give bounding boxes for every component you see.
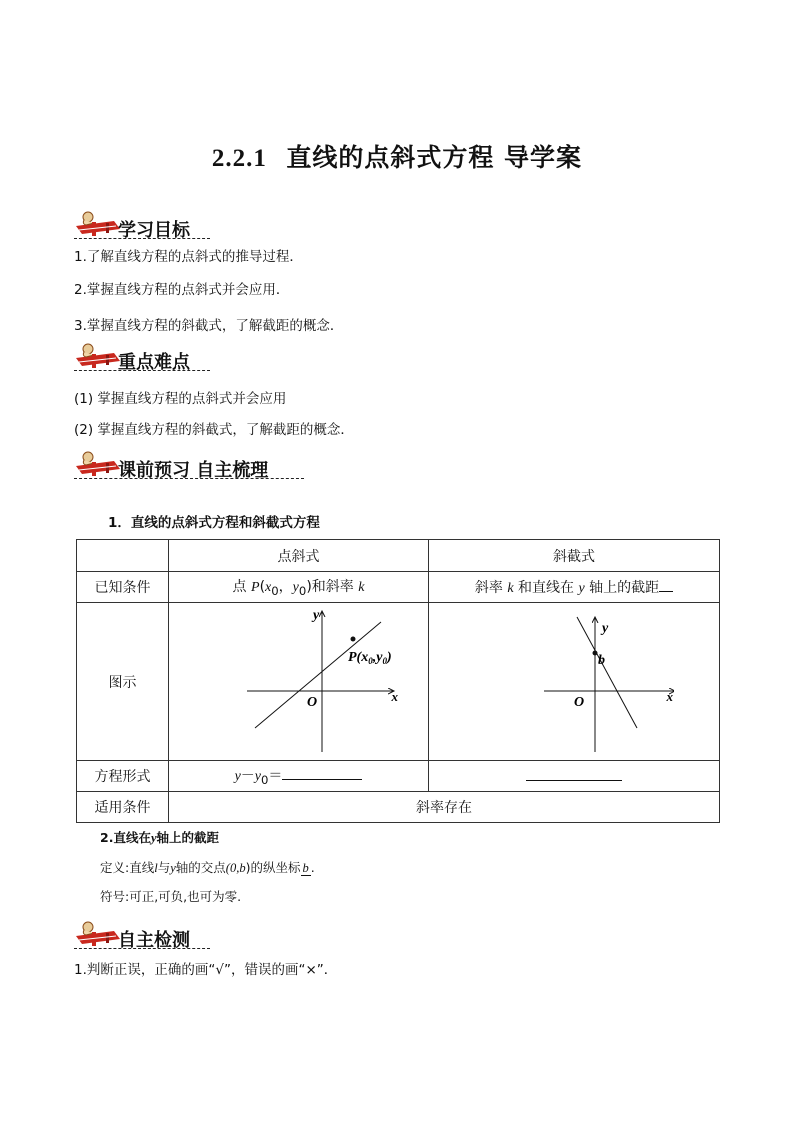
svg-text:O: O [574, 694, 585, 710]
svg-text:x: x [391, 688, 398, 704]
svg-text:y: y [312, 607, 319, 623]
table-row: 适用条件 斜率存在 [77, 792, 720, 823]
divider [74, 478, 304, 479]
svg-text:P(x0,y0): $P(x_0,y_0)$ [347, 649, 392, 666]
section-logo-icon [74, 210, 122, 240]
svg-text:x: x [666, 688, 673, 704]
subheading: 1．直线的点斜式方程和斜截式方程 [108, 515, 320, 531]
goal-item: 3.掌握直线方程的斜截式，了解截距的概念． [74, 318, 344, 334]
table-row: 已知条件 点 $P(x_0$，$y_0$)和斜率 k 斜率 k 和直线在 y 轴上的截距 [77, 572, 720, 603]
svg-text:y: y [602, 620, 609, 636]
condition-value: 斜率存在 [169, 792, 720, 823]
form-point-slope: $y-y_0=$ [169, 761, 429, 792]
check-item: 1.判断正误，正确的画“√”，错误的画“×”． [74, 962, 338, 978]
key-item: (2) 掌握直线方程的斜截式，了解截距的概念． [74, 422, 354, 438]
graph-point-slope [169, 603, 429, 761]
table-row: 方程形式 $y-y_0=$ [77, 761, 720, 792]
answer-blank [282, 767, 362, 780]
answer-blank [659, 579, 673, 592]
formula-table [76, 539, 720, 823]
section-logo-icon [74, 342, 122, 372]
key-item: (1) 掌握直线方程的点斜式并会应用 [74, 391, 287, 407]
section-logo-icon [74, 920, 122, 950]
svg-text:b: b [598, 652, 605, 668]
table-row [77, 540, 720, 572]
intercept-definition: 定义:直线l与y轴的交点(0,b)的纵坐标 b . [100, 860, 315, 875]
intercept-symbol: 符号:可正,可负,也可为零. [100, 889, 242, 904]
graph-slope-intercept [429, 603, 720, 761]
section-logo-icon [74, 450, 122, 480]
intercept-heading: 2.直线在y轴上的截距 [100, 830, 220, 845]
form-slope-intercept [429, 761, 720, 792]
answer-blank [526, 768, 622, 781]
page-title: 2.2.1 直线的点斜式方程 导学案 [211, 143, 583, 172]
header-point-slope: 点斜式 [169, 540, 429, 572]
goal-item: 2.掌握直线方程的点斜式并会应用． [74, 282, 290, 298]
header-slope-intercept: 斜截式 [429, 540, 720, 572]
goal-item: 1.了解直线方程的点斜式的推导过程． [74, 249, 303, 265]
known-point-slope: 点 $P(x_0$，$y_0$)和斜率 k [169, 572, 429, 603]
divider [74, 948, 210, 949]
svg-text:O: O [306, 694, 317, 710]
divider [74, 238, 210, 239]
table-row: 图示 y x O $P(x_0,y_0)$ y x O b [77, 603, 720, 761]
divider [74, 370, 210, 371]
known-slope-intercept: 斜率 k 和直线在 y 轴上的截距 [429, 572, 720, 603]
